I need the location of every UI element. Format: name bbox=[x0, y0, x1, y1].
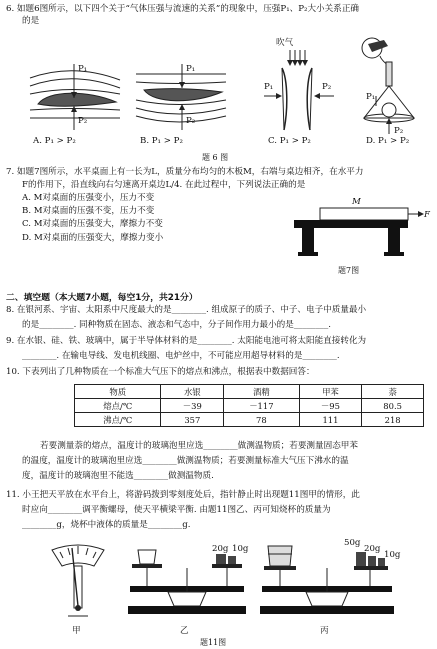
q6-option-a: A. P₁ > P₂ bbox=[33, 136, 76, 146]
q9-line1: 9. 在水银、硅、铁、玻璃中，属于半导体材料的是________. 太阳能电池可将太阳能直接转化为 bbox=[6, 336, 367, 346]
q6d-p1-label: P₁ bbox=[366, 92, 376, 102]
q8-line1: 8. 在银河系、宇宙、太阳系中尺度最大的是________. 组成原子的质子、中子、电子中质量最小 bbox=[6, 305, 367, 315]
q11-figure-yi-balance bbox=[128, 544, 249, 622]
q7-label-f: F bbox=[424, 210, 430, 220]
table-cell: －39 bbox=[161, 399, 224, 413]
q6-option-d: D. P₁ > P₂ bbox=[366, 136, 410, 146]
q6-stem-line2: 的是 bbox=[22, 16, 40, 26]
q11-figure-bing-label: 丙 bbox=[320, 626, 329, 636]
table-header-row bbox=[75, 385, 424, 399]
q11-bing-weight-20g: 20g bbox=[364, 544, 381, 554]
table-cell: 沸点/℃ bbox=[75, 413, 161, 427]
q7-stem-line1: 7. 如题7图所示，水平桌面上有一长为L，质量分布均匀的木板M，右端与桌边相齐，在水平力 bbox=[6, 167, 364, 177]
table-cell: －117 bbox=[224, 399, 299, 413]
q10-line2: 若要测量萘的熔点，温度计的玻璃泡里应选________做测温物质；若要测量固态甲苯 bbox=[40, 441, 358, 451]
q11-figure-jia-label: 甲 bbox=[72, 626, 81, 636]
q7-option-d: D. M对桌面的压强变大，摩擦力变小 bbox=[22, 233, 164, 243]
table-cell: 357 bbox=[161, 413, 224, 427]
q6b-p2-label: P₂ bbox=[186, 116, 196, 126]
q7-label-m: M bbox=[352, 197, 361, 207]
table-cell: 78 bbox=[224, 413, 299, 427]
q11-line2: 时应向________调平衡螺母，使天平横梁平衡. 由题11图乙、丙可知烧杯的质量为 bbox=[22, 505, 331, 515]
q6-figure-d bbox=[350, 36, 430, 136]
table-row bbox=[75, 399, 424, 413]
q11-figure-jia-scale bbox=[46, 536, 110, 620]
q6d-p2-label: P₂ bbox=[394, 126, 404, 136]
q6-figure-b bbox=[134, 60, 230, 132]
q7-figure bbox=[288, 202, 428, 262]
q9-line2: ________. 在输电导线、发电机线圈、电炉丝中，不可能应用超导材料的是________. bbox=[22, 351, 340, 361]
q6c-blow-label: 吹气 bbox=[276, 38, 294, 48]
table-cell: 111 bbox=[299, 413, 362, 427]
q11-figure-bing-balance bbox=[260, 546, 394, 622]
q6a-p1-label: P₁ bbox=[78, 64, 88, 74]
q11-figure-yi-label: 乙 bbox=[180, 626, 189, 636]
table-cell: 218 bbox=[362, 413, 424, 427]
q11-line3: ________g，烧杯中液体的质量是________g. bbox=[22, 520, 191, 530]
q7-option-b: B. M对桌面的压强不变，压力不变 bbox=[22, 206, 155, 216]
table-header-cell: 酒精 bbox=[224, 385, 299, 399]
table-header-cell: 水银 bbox=[161, 385, 224, 399]
table-cell: －95 bbox=[299, 399, 362, 413]
q6c-p2-label: P₂ bbox=[322, 82, 332, 92]
q6-option-b: B. P₁ > P₂ bbox=[140, 136, 183, 146]
q7-option-c: C. M对桌面的压强变大，摩擦力不变 bbox=[22, 219, 163, 229]
q6-stem-line1: 6. 如题6图所示，以下四个关于“气体压强与流速的关系”的现象中，压强P₁、P₂大小关系正确 bbox=[6, 4, 360, 14]
q11-yi-weight-10g: 10g bbox=[232, 544, 249, 554]
q11-bing-weight-50g: 50g bbox=[344, 538, 361, 548]
section2-title: 二、填空题（本大题7小题，每空1分，共21分） bbox=[6, 293, 198, 303]
q11-line1: 11. 小王把天平放在水平台上，将游码拨到零刻度处后，指针静止时出现题11图甲的情形，此 bbox=[6, 490, 360, 500]
q7-option-a: A. M对桌面的压强变小，压力不变 bbox=[22, 193, 155, 203]
q6-figure-a bbox=[28, 60, 124, 132]
q11-yi-weight-20g: 20g bbox=[212, 544, 229, 554]
q6b-p1-label: P₁ bbox=[186, 64, 196, 74]
table-cell: 80.5 bbox=[362, 399, 424, 413]
q7-figure-caption: 题7图 bbox=[338, 266, 360, 275]
q6-figure-caption: 题 6 图 bbox=[202, 153, 229, 162]
table-header-cell: 萘 bbox=[362, 385, 424, 399]
q7-stem-line2: F的作用下，沿直线向右匀速离开桌边L/4. 在此过程中，下列说法正确的是 bbox=[22, 180, 306, 190]
q10-line1: 10. 下表列出了几种物质在一个标准大气压下的熔点和沸点，根据表中数据回答： bbox=[6, 367, 315, 377]
q6a-p2-label: P₂ bbox=[78, 116, 88, 126]
q11-bing-weight-10g: 10g bbox=[384, 550, 401, 560]
q10-line4: 度，温度计的玻璃泡里不能选________做测温物质. bbox=[22, 471, 214, 481]
table-cell: 熔点/℃ bbox=[75, 399, 161, 413]
q8-line2: 的是________. 同种物质在固态、液态和气态中，分子间作用力最小的是________. bbox=[22, 320, 331, 330]
q10-line3: 的温度，温度计的玻璃泡里应选________做测温物质；若要测量标准大气压下沸水的温 bbox=[22, 456, 349, 466]
melting-boiling-table bbox=[74, 384, 424, 427]
table-header-cell: 甲苯 bbox=[299, 385, 362, 399]
table-header-cell: 物质 bbox=[75, 385, 161, 399]
table-row bbox=[75, 413, 424, 427]
q6-option-c: C. P₁ > P₂ bbox=[268, 136, 311, 146]
q6c-p1-label: P₁ bbox=[264, 82, 274, 92]
q11-figure-caption: 题11图 bbox=[200, 638, 227, 647]
